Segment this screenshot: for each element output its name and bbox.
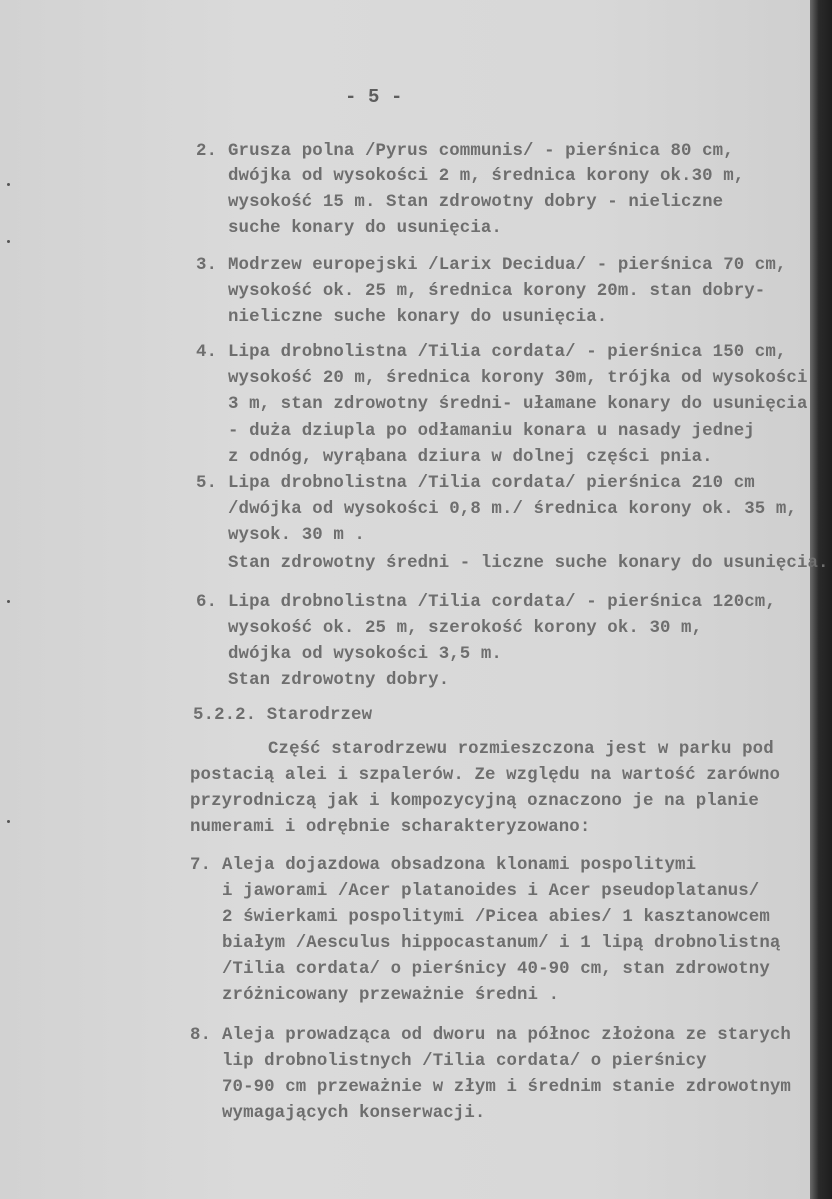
item-number: 5. [196, 474, 218, 493]
paragraph-line: numerami i odrębnie scharakteryzowano: [190, 818, 591, 837]
paragraph-line: postacią alei i szpalerów. Ze względu na wartość zarówno [190, 766, 781, 785]
item-line: Aleja dojazdowa obsadzona klonami pospolitymi [222, 856, 697, 875]
item-line: Stan zdrowotny dobry. [228, 671, 450, 690]
paragraph-line: Część starodrzewu rozmieszczona jest w parku pod [268, 740, 774, 759]
item-line: /dwójka od wysokości 0,8 m./ średnica korony ok. 35 m, [228, 500, 797, 519]
item-line: wymagających konserwacji. [222, 1104, 486, 1123]
item-line: 3 m, stan zdrowotny średni- ułamane konary do usunięcia [228, 395, 808, 414]
item-line: Modrzew europejski /Larix Decidua/ - pierśnica 70 cm, [228, 256, 787, 275]
item-line: 2 świerkami pospolitymi /Picea abies/ 1 kasztanowcem [222, 908, 770, 927]
item-number: 3. [196, 256, 218, 275]
item-number: 8. [190, 1026, 212, 1045]
item-number: 2. [196, 142, 218, 161]
scan-speck [7, 240, 10, 243]
scan-edge [810, 0, 832, 1199]
item-line: białym /Aesculus hippocastanum/ i 1 lipą drobnolistną [222, 934, 781, 953]
item-line: 70-90 cm przeważnie w złym i średnim stanie zdrowotnym [222, 1078, 791, 1097]
item-line: Aleja prowadząca od dworu na północ złożona ze starych [222, 1026, 791, 1045]
item-line: Lipa drobnolistna /Tilia cordata/ pierśnica 210 cm [228, 474, 755, 493]
item-line: dwójka od wysokości 3,5 m. [228, 645, 502, 664]
item-line: dwójka od wysokości 2 m, średnica korony ok.30 m, [228, 167, 745, 186]
scan-speck [7, 820, 10, 823]
item-line: lip drobnolistnych /Tilia cordata/ o pierśnicy [222, 1052, 707, 1071]
item-number: 4. [196, 343, 218, 362]
item-line: Grusza polna /Pyrus communis/ - pierśnica 80 cm, [228, 142, 734, 161]
item-number: 6. [196, 593, 218, 612]
item-line: suche konary do usunięcia. [228, 219, 502, 238]
item-number: 7. [190, 856, 212, 875]
item-line: Lipa drobnolistna /Tilia cordata/ - pierśnica 150 cm, [228, 343, 787, 362]
item-line: zróżnicowany przeważnie średni . [222, 986, 560, 1005]
item-line: wysokość 15 m. Stan zdrowotny dobry - nieliczne [228, 193, 724, 212]
item-line: i jaworami /Acer platanoides i Acer pseudoplatanus/ [222, 882, 760, 901]
item-line: /Tilia cordata/ o pierśnicy 40-90 cm, stan zdrowotny [222, 960, 770, 979]
item-line: wysokość ok. 25 m, szerokość korony ok. 30 m, [228, 619, 703, 638]
scan-speck [7, 600, 10, 603]
item-line: - duża dziupla po odłamaniu konara u nasady jednej [228, 422, 755, 441]
item-line: z odnóg, wyrąbana dziura w dolnej części pnia. [228, 448, 713, 467]
paragraph-line: przyrodniczą jak i kompozycyjną oznaczono je na planie [190, 792, 759, 811]
scan-speck [7, 183, 10, 186]
item-line: nieliczne suche konary do usunięcia. [228, 308, 608, 327]
page-number: - 5 - [345, 86, 403, 108]
section-heading: 5.2.2. Starodrzew [193, 706, 373, 725]
item-line: Stan zdrowotny średni - liczne suche konary do usunięcia. [228, 554, 829, 573]
item-line: wysok. 30 m . [228, 526, 365, 545]
item-line: wysokość 20 m, średnica korony 30m, trójka od wysokości [228, 369, 808, 388]
item-line: wysokość ok. 25 m, średnica korony 20m. stan dobry- [228, 282, 766, 301]
item-line: Lipa drobnolistna /Tilia cordata/ - pierśnica 120cm, [228, 593, 776, 612]
